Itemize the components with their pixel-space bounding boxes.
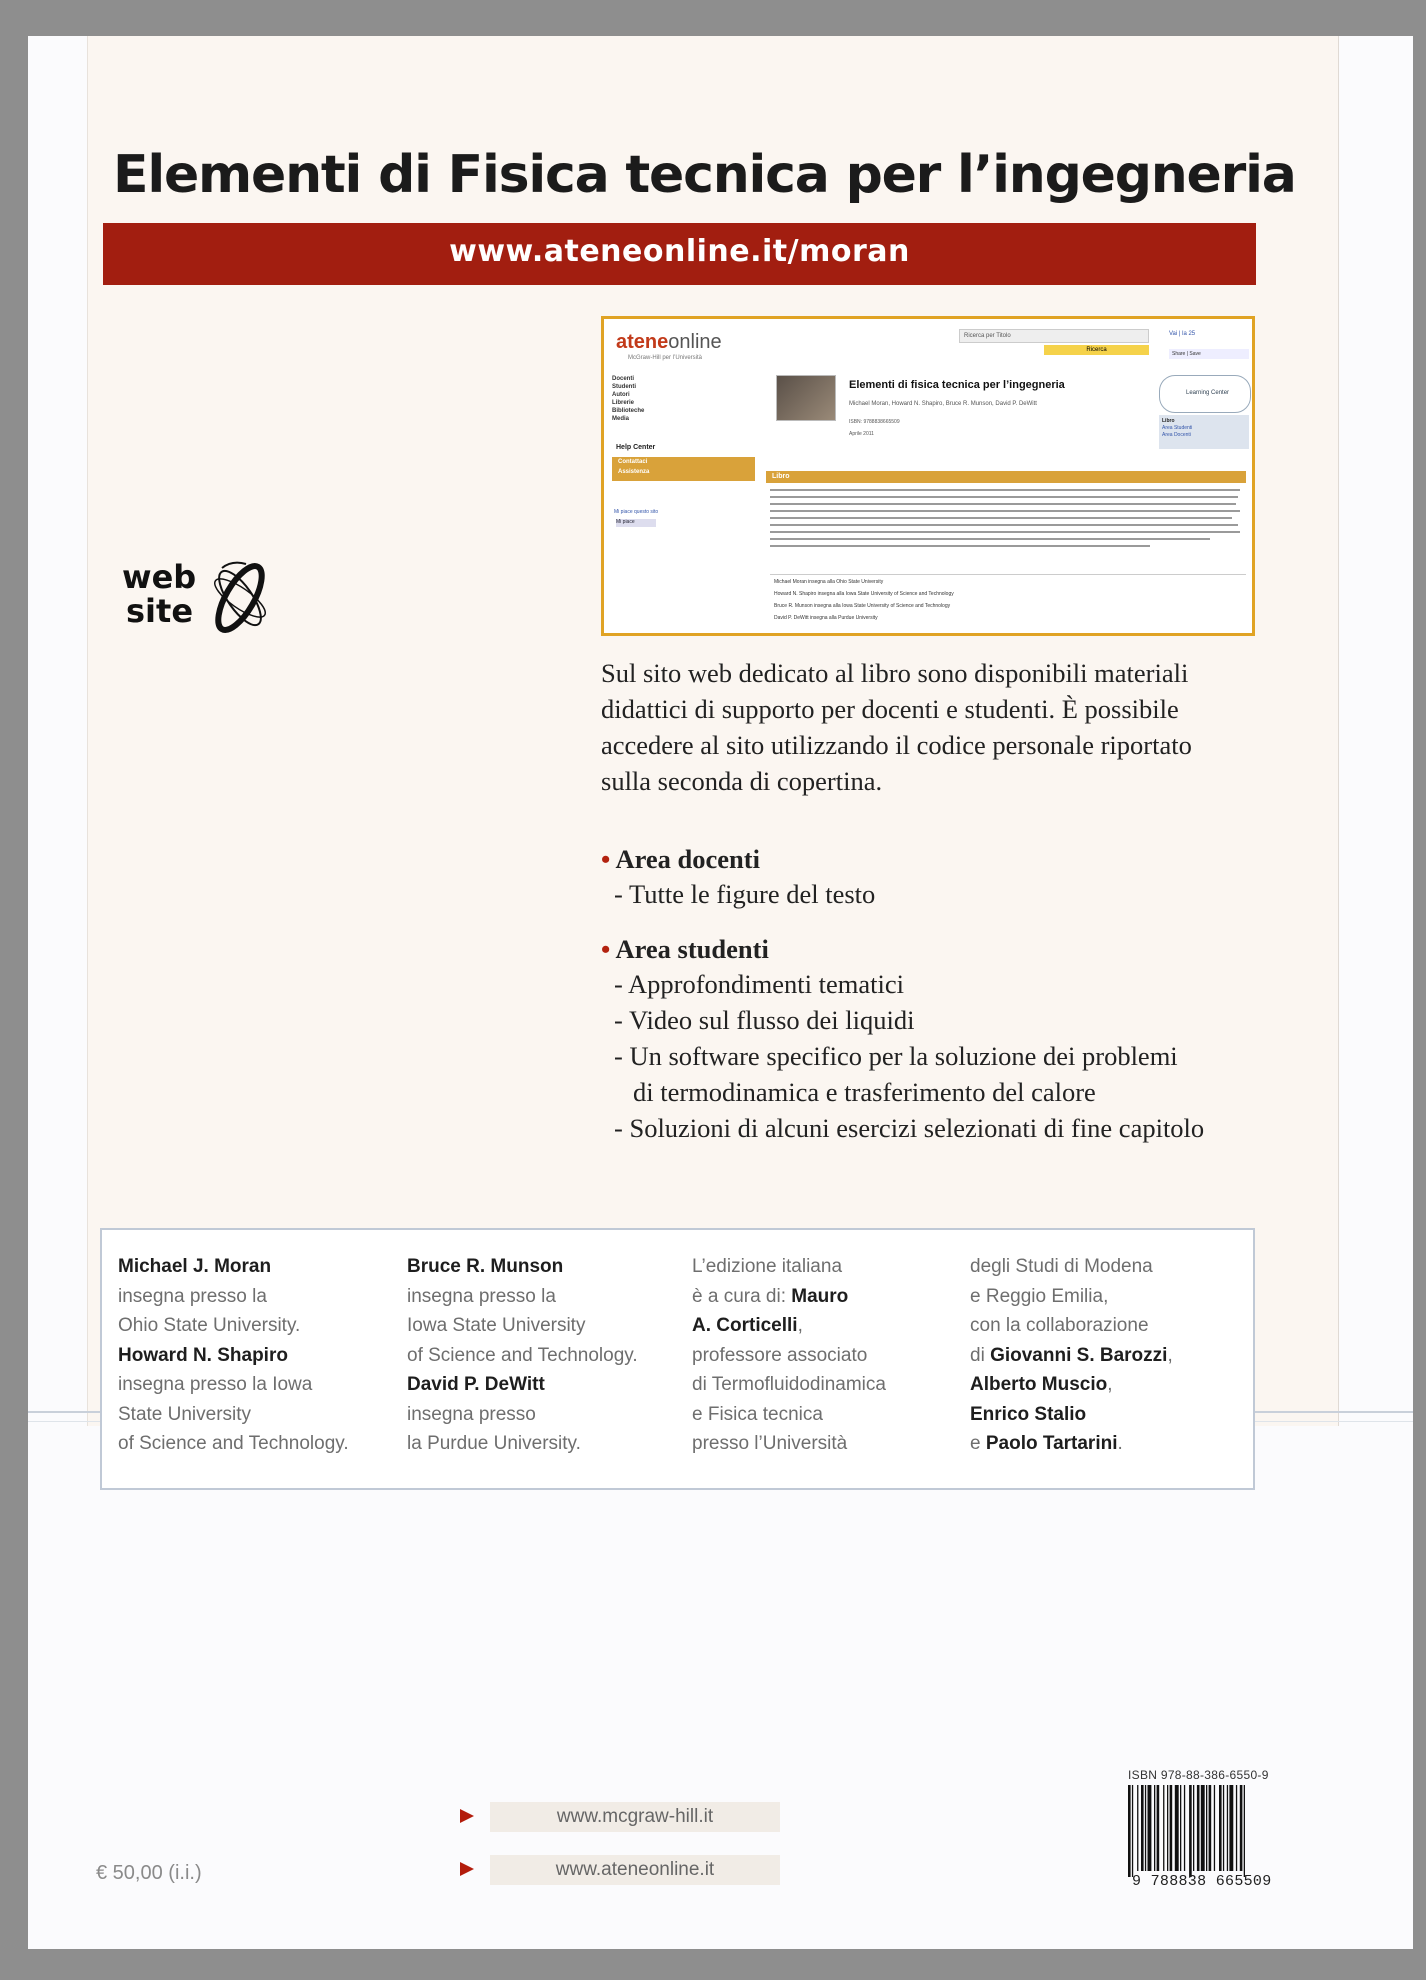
authors-box [100, 1228, 1255, 1490]
area-item: - Approfondimenti tematici [614, 969, 904, 999]
like-button: Mi piace [616, 519, 656, 527]
barcode-number: 9 788838 665509 [1132, 1873, 1272, 1890]
author-bullet: Howard N. Shapiro insegna alla Iowa State University of Science and Technology [774, 591, 954, 597]
nav-item: Biblioteche [612, 408, 645, 414]
search-button: Ricerca [1044, 345, 1149, 355]
learning-center-badge: Learning Center [1159, 375, 1251, 413]
libro-side-heading: Libro [1162, 418, 1175, 424]
book-title: Elementi di Fisica tecnica per l’ingegneria [113, 145, 1296, 205]
author-bullet: Bruce R. Munson insegna alla Iowa State University of Science and Technology [774, 603, 951, 609]
text-line [770, 496, 1238, 498]
screenshot-book-title: Elementi di fisica tecnica per l’ingegneria [849, 379, 1065, 391]
isbn-label: ISBN 978-88-386-6550-9 [1128, 1768, 1269, 1782]
atom-icon [202, 554, 280, 640]
screenshot-isbn: ISBN: 9788838665509 [849, 419, 900, 425]
area-studenti [601, 932, 1261, 1146]
price: € 50,00 (i.i.) [96, 1862, 202, 1884]
mcgraw-hill-link[interactable] [460, 1802, 780, 1832]
libro-side-box [1159, 415, 1249, 449]
description-line: sulla seconda di copertina. [601, 766, 883, 796]
area-item: - Tutte le figure del testo [614, 879, 876, 909]
area-docenti-link: Area Docenti [1162, 432, 1191, 438]
author-column-2: Bruce R. Munson insegna presso la Iowa State University of Science and Technology. David P. DeWitt insegna presso la Purdue University. [407, 1256, 638, 1454]
orange-menu [612, 457, 755, 481]
text-line [770, 503, 1236, 505]
book-cover-thumbnail [776, 375, 836, 421]
text-line [770, 489, 1240, 491]
share-bar: Share | Save [1169, 349, 1249, 359]
libro-section-bar: Libro [766, 471, 1246, 483]
link-label[interactable]: www.ateneonline.it [490, 1855, 780, 1885]
url-banner[interactable]: www.ateneonline.it/moran [103, 223, 1256, 285]
author-bullet: David P. DeWitt insegna alla Purdue University [774, 615, 878, 621]
text-line [770, 545, 1150, 547]
author-column-3: L’edizione italiana è a cura di: Mauro A. Corticelli, professore associato di Termofluidodinamica e Fisica tecnica presso l’Università [692, 1256, 886, 1454]
area-docenti [601, 842, 1261, 912]
website-icon-text: web site [122, 558, 197, 630]
site-nav [612, 375, 644, 423]
separator [770, 574, 1246, 575]
description-line: Sul sito web dedicato al libro sono disponibili materiali [601, 658, 1189, 688]
description-line: accedere al sito utilizzando il codice personale riportato [601, 730, 1192, 760]
area-docenti-heading: • Area docenti [601, 844, 760, 874]
author-bullet: Michael Moran insegna alla Ohio State University [774, 579, 884, 585]
arrow-icon [460, 1862, 474, 1876]
website-screenshot [601, 316, 1255, 636]
text-line [770, 531, 1240, 533]
help-center: Help Center [616, 444, 656, 451]
ateneonline-logo: ateneonline [616, 331, 722, 353]
nav-item: Studenti [612, 384, 636, 390]
text-line [770, 524, 1238, 526]
area-studenti-link: Area Studenti [1162, 425, 1193, 431]
description [601, 655, 1261, 799]
screenshot-date: Aprile 2011 [849, 431, 874, 437]
area-item: - Video sul flusso dei liquidi [614, 1005, 915, 1035]
logo-subtitle: McGraw-Hill per l’Università [628, 355, 703, 361]
text-line [770, 538, 1210, 540]
menu-item: Assistenza [618, 469, 650, 475]
area-item: - Un software specifico per la soluzione dei problemi [614, 1041, 1178, 1071]
link-label[interactable]: www.mcgraw-hill.it [490, 1802, 780, 1832]
top-link: Vai | la 25 [1169, 331, 1196, 337]
area-item: di termodinamica e trasferimento del calore [633, 1077, 1096, 1107]
search-input: Ricerca per Titolo [959, 329, 1149, 343]
nav-item: Media [612, 416, 630, 422]
text-line [770, 517, 1232, 519]
author-column-4: degli Studi di Modena e Reggio Emilia, con la collaborazione di Giovanni S. Barozzi, Alberto Muscio, Enrico Stalio e Paolo Tartarini. [970, 1256, 1173, 1454]
area-item: - Soluzioni di alcuni esercizi selezionati di fine capitolo [614, 1113, 1205, 1143]
like-link: Mi piace questo sito [614, 509, 659, 515]
nav-item: Librerie [612, 400, 635, 406]
ateneonline-link[interactable] [460, 1855, 780, 1885]
nav-item: Autori [612, 392, 630, 398]
menu-item: Contattaci [618, 459, 648, 465]
author-column-1: Michael J. Moran insegna presso la Ohio State University. Howard N. Shapiro insegna presso la Iowa State University of Science and Technology. [118, 1256, 349, 1454]
arrow-icon [460, 1809, 474, 1823]
nav-item: Docenti [612, 376, 635, 382]
area-studenti-heading: • Area studenti [601, 934, 769, 964]
description-line: didattici di supporto per docenti e studenti. È possibile [601, 694, 1179, 724]
screenshot-authors: Michael Moran, Howard N. Shapiro, Bruce R. Munson, David P. DeWitt [849, 401, 1037, 407]
barcode-icon [1126, 1785, 1280, 1877]
text-line [770, 510, 1240, 512]
